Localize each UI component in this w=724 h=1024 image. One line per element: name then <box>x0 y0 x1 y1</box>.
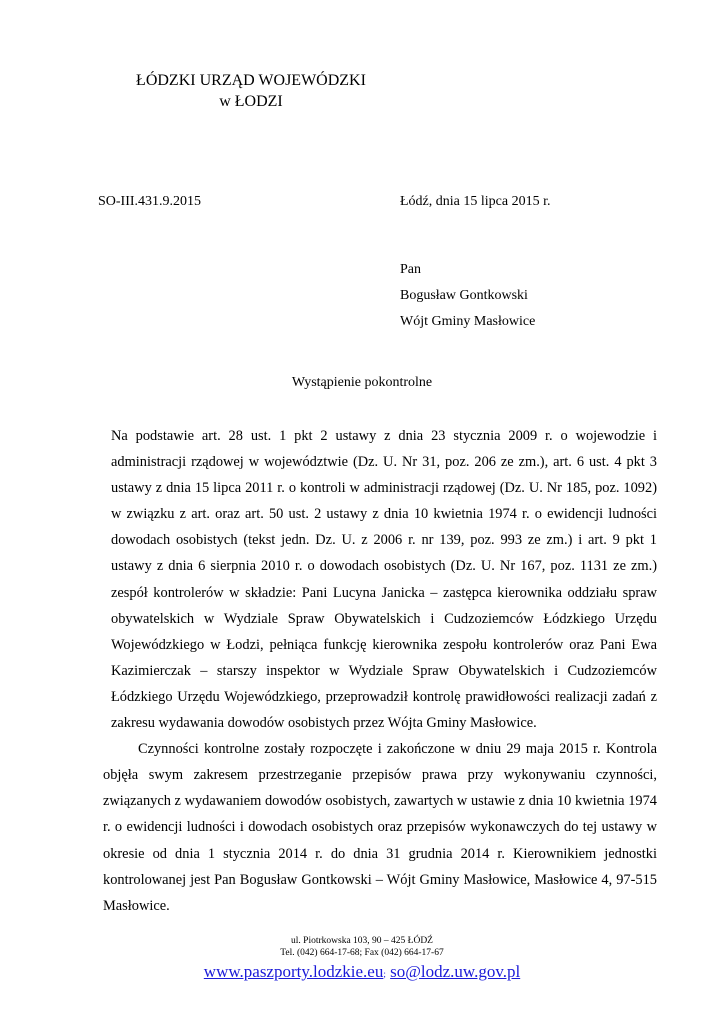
recipient-salutation: Pan <box>400 262 421 277</box>
body-paragraph-2: Czynności kontrolne zostały rozpoczęte i zakończone w dniu 29 maja 2015 r. Kontrola objęła swym zakresem przestrzeganie przepisów prawa przy wykonywaniu czynności, związanych z wydawaniem dowodów osobistych, zawartych w ustawie z dnia 10 kwietnia 1974 r. o ewidencji ludności i dowodach osobistych oraz przepisów wykonawczych do tej ustawy w okresie od dnia 1 stycznia 2014 r. do dnia 31 grudnia 2014 r. Kierownikiem jednostki kontrolowanej jest Pan Bogusław Gontkowski – Wójt Gminy Masłowice, Masłowice 4, 97-515 Masłowice. <box>103 741 657 914</box>
recipient-position: Wójt Gminy Masłowice <box>400 314 536 329</box>
footer-address: ul. Piotrkowska 103, 90 – 425 ŁÓDŹ <box>291 936 433 946</box>
document-title: Wystąpienie pokontrolne <box>291 375 433 390</box>
reference-number: SO-III.431.9.2015 <box>98 194 202 209</box>
email-link[interactable]: so@lodz.uw.gov.pl <box>390 962 521 981</box>
document-body <box>103 423 657 919</box>
body-paragraph-1: Na podstawie art. 28 ust. 1 pkt 2 ustawy z dnia 23 stycznia 2009 r. o wojewodzie i administracji rządowej w województwie (Dz. U. Nr 31, poz. 206 ze zm.), art. 6 ust. 4 pkt 3 ustawy z dnia 15 lipca 2011 r. o kontroli w administracji rządowej (Dz. U. Nr 185, poz. 1092) w związku z art. oraz art. 50 ust. 2 ustawy z dnia 10 kwietnia 1974 r. o ewidencji ludności dowodach osobistych (tekst jedn. Dz. U. z 2006 r. nr 139, poz. 993 ze zm.) i art. 9 pkt 1 ustawy z dnia 6 sierpnia 2010 r. o dowodach osobistych (Dz. U. Nr 167, poz. 1131 ze zm.) zespół kontrolerów w składzie: Pani Lucyna Janicka – zastępca kierownika oddziału spraw obywatelskich w Wydziale Spraw Obywatelskich i Cudzoziemców Łódzkiego Urzędu Wojewódzkiego w Łodzi, pełniąca funkcję kierownika zespołu kontrolerów oraz Pani Ewa Kazimierczak – starszy inspektor w Wydziale Spraw Obywatelskich i Cudzoziemców Łódzkiego Urzędu Wojewódzkiego, przeprowadził kontrolę prawidłowości realizacji zadań z zakresu wydawania dowodów osobistych przez Wójta Gminy Masłowice. <box>111 428 657 732</box>
office-header <box>130 70 372 112</box>
office-name: ŁÓDZKI URZĄD WOJEWÓDZKI <box>136 72 366 89</box>
website-link[interactable]: www.paszporty.lodzkie.eu <box>203 962 384 981</box>
footer-links <box>0 961 724 985</box>
footer-phone: Tel. (042) 664-17-68; Fax (042) 664-17-67 <box>280 948 444 958</box>
link-separator: ; <box>383 969 386 979</box>
recipient-block <box>400 257 535 335</box>
page-footer <box>0 935 724 985</box>
office-city: w ŁODZI <box>219 93 283 110</box>
document-date: Łódź, dnia 15 lipca 2015 r. <box>400 194 551 209</box>
recipient-name: Bogusław Gontkowski <box>400 288 528 303</box>
